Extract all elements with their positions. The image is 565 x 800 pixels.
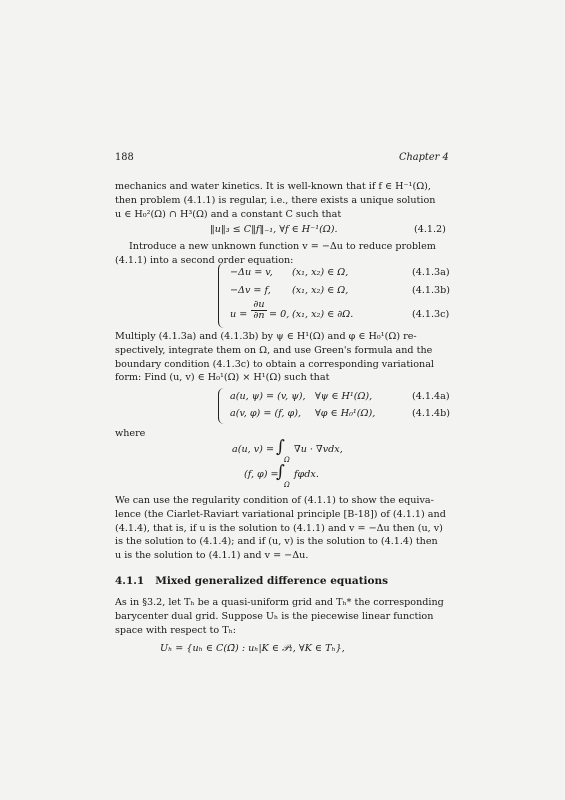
text-line: Multiply (4.1.3a) and (4.1.3b) by ψ ∈ H¹(Ω) and φ ∈ H₀¹(Ω) re- (115, 331, 417, 342)
equation-4-1-4b-lhs: a(v, φ) = (f, φ), (230, 408, 302, 419)
paragraph-grid (115, 596, 460, 637)
text-line: We can use the regularity condition of (4.1.1) to show the equiva- (115, 495, 434, 506)
equation-tag: (4.1.3b) (412, 285, 451, 296)
equation-tag: (4.1.2) (414, 224, 446, 235)
paragraph-multiply (115, 330, 460, 385)
integral-sign: ∫ (276, 437, 285, 457)
text-line: mechanics and water kinetics. It is well-known that if f ∈ H⁻¹(Ω), (115, 181, 431, 192)
equation-4-1-3c-cond: (x₁, x₂) ∈ ∂Ω. (292, 309, 354, 320)
left-brace (218, 388, 225, 424)
text-line: As in §3.2, let Tₕ be a quasi-uniform grid and Tₕ* the corresponding (115, 597, 444, 608)
left-brace (218, 263, 225, 328)
text-line: u ∈ H₀²(Ω) ∩ H³(Ω) and a constant C such that (115, 208, 342, 220)
text-line: barycenter dual grid. Suppose Uₕ is the piecewise linear function (115, 610, 434, 622)
chapter-title: Chapter 4 (399, 152, 449, 163)
where-label: where (115, 428, 146, 439)
definition-f-lhs: (f, φ) = (244, 469, 279, 480)
equation-tag: (4.1.3a) (412, 267, 450, 278)
integral-sign: ∫ (276, 462, 285, 482)
equation-4-1-3a-cond: (x₁, x₂) ∈ Ω, (292, 267, 349, 278)
equation-4-1-3c-post: = 0, (269, 309, 290, 320)
equation-4-1-3a-lhs: −Δu = v, (230, 267, 273, 278)
equation-4-1-2: ‖u‖₃ ≤ C‖f‖₋₁, ∀f ∈ H⁻¹(Ω). (210, 224, 338, 235)
integral-domain: Ω (284, 456, 290, 464)
section-number: 4.1.1 (115, 575, 145, 587)
section-title: Mixed generalized difference equations (155, 575, 389, 587)
text-line: form: Find (u, v) ∈ H₀¹(Ω) × H¹(Ω) such that (115, 372, 330, 384)
text-line: spectively, integrate them on Ω, and use Green's formula and the (115, 344, 433, 356)
text-line: is the solution to (4.1.4); and if (u, v) is the solution to (4.1.4) then (115, 536, 438, 548)
text-line: then problem (4.1.1) is regular, i.e., there exists a unique solution (115, 194, 436, 206)
equation-tag: (4.1.4b) (412, 408, 451, 419)
paragraph-introduce (115, 240, 460, 268)
equation-Uh: Uₕ = {uₕ ∈ C(Ω̄) : uₕ|K ∈ 𝒫₁, ∀K ∈ Tₕ}, (160, 643, 345, 654)
text-line: Introduce a new unknown function v = −Δu to reduce problem (129, 241, 436, 252)
text-line: (4.1.4), that is, if u is the solution to (4.1.1) and v = −Δu then (u, v) (115, 522, 443, 534)
equation-tag: (4.1.4a) (412, 391, 450, 402)
text-line: (4.1.1) into a second order equation: (115, 254, 294, 266)
equation-4-1-3b-lhs: −Δv = f, (230, 285, 271, 296)
equation-4-1-4a-cond: ∀ψ ∈ H¹(Ω), (315, 391, 373, 402)
equation-4-1-3c-pre: u = (230, 309, 248, 320)
text-line: boundary condition (4.1.3c) to obtain a corresponding variational (115, 358, 434, 370)
equation-4-1-3b-cond: (x₁, x₂) ∈ Ω, (292, 285, 349, 296)
equation-4-1-4a-lhs: a(u, ψ) = (v, ψ), (230, 391, 306, 402)
integral-domain: Ω (284, 481, 290, 489)
text-line: space with respect to Tₕ: (115, 624, 236, 636)
fraction-du-dn (251, 300, 267, 321)
equation-tag: (4.1.3c) (412, 309, 450, 320)
fraction-numerator: ∂u (251, 300, 267, 311)
definition-f-rhs: fφdx. (294, 469, 319, 480)
fraction-denominator: ∂n (253, 310, 265, 321)
equation-4-1-4b-cond: ∀φ ∈ H₀¹(Ω), (315, 408, 376, 419)
paragraph-equivalence (115, 494, 460, 563)
page-number: 188 (115, 152, 134, 163)
paragraph-regularity (115, 180, 460, 221)
definition-a-rhs: ∇u · ∇vdx, (294, 444, 343, 455)
text-line: u is the solution to (4.1.1) and v = −Δu. (115, 550, 309, 562)
text-line: lence (the Ciarlet-Raviart variational principle [B-18]) of (4.1.1) and (115, 508, 446, 520)
definition-a-lhs: a(u, v) = (232, 444, 274, 455)
section-heading (115, 575, 388, 587)
